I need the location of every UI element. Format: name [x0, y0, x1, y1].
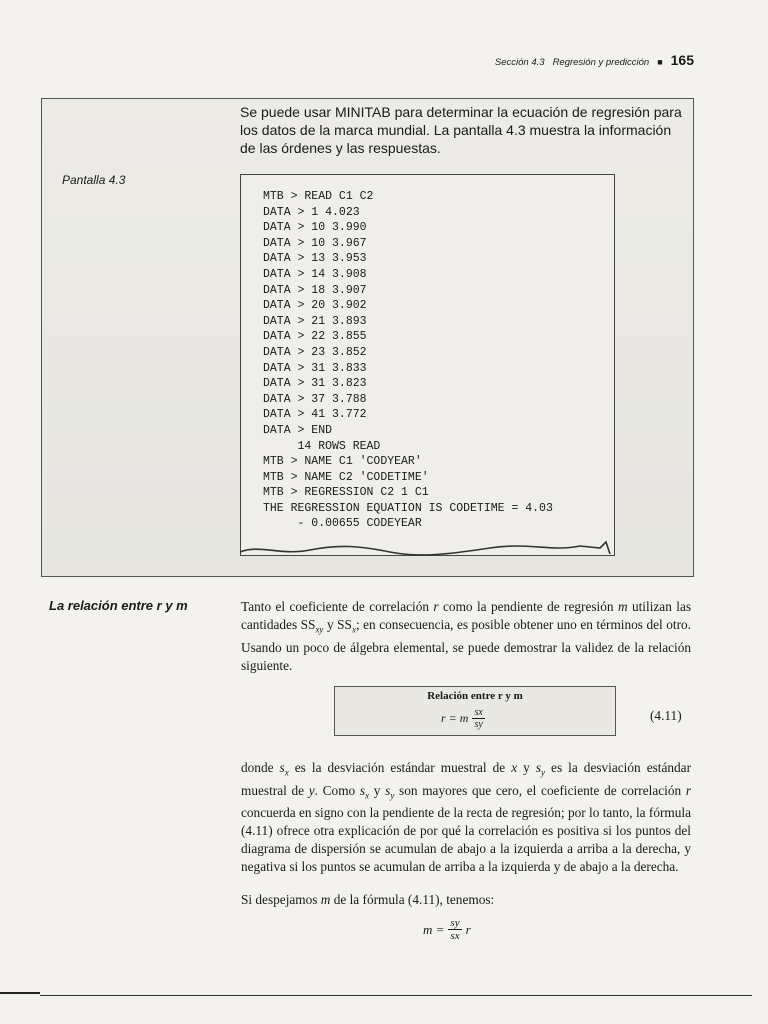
terminal-line: DATA > 1 4.023	[263, 205, 360, 219]
terminal-line: DATA > 31 3.823	[263, 377, 367, 391]
formula-title: Relación entre r y m	[427, 690, 523, 702]
torn-edge-decoration	[240, 534, 614, 558]
terminal-line: MTB > NAME C1 'CODYEAR'	[263, 455, 422, 469]
terminal-line: DATA > 41 3.772	[263, 408, 367, 422]
section-title: La relación entre r y m	[49, 598, 188, 613]
terminal-line: DATA > 18 3.907	[263, 283, 367, 297]
header-section: Sección 4.3	[494, 57, 545, 68]
paragraph-solve-m: Si despejamos m de la fórmula (4.11), tenemos:	[241, 892, 495, 907]
terminal-line: 14 ROWS READ	[297, 439, 381, 453]
terminal-line: - 0.00655 CODEYEAR	[297, 517, 422, 531]
terminal-line: DATA > 23 3.852	[263, 345, 367, 359]
running-header	[464, 52, 694, 68]
header-title: Regresión y predicción	[552, 57, 650, 68]
terminal-line: DATA > END	[263, 423, 333, 437]
formula-box	[334, 686, 616, 736]
equation-number: (4.11)	[650, 708, 682, 723]
header-separator: ■	[657, 57, 663, 67]
paragraph-explanation: donde $s_x$ es la desviación estándar muestral de x y $s_y$ es la desviación estándar muestral de y. Como $s_x$ y $s_y$ son mayores que cero, el coeficiente de correlación r concuerda en signo con la pendiente de la recta de regresión; por lo tanto, la fórmula (4.11) ofrece otra explicación de por qué la correlación es positiva si los puntos del diagrama de dispersión se acumulan de abajo a la izquierda a arriba a la derecha, y negativa si los puntos se acumulan de arriba a la izquierda y de abajo a la derecha.	[241, 760, 692, 875]
scan-artifact	[0, 992, 40, 994]
formula-solved-m: m = $\frac{sy}{sx}$ r	[423, 917, 471, 942]
paragraph-correlation-slope: Tanto el coeficiente de correlación r como la pendiente de regresión m utilizan las cantidades $SS_{xy}$ y $SS_x$; en consecuencia, es posible obtener uno en términos del otro. Usando un poco de álgebra elemental, se puede demostrar la validez de la relación siguiente.	[241, 599, 692, 673]
terminal-line: DATA > 31 3.833	[263, 361, 367, 375]
minitab-output	[240, 174, 615, 556]
terminal-line: DATA > 14 3.908	[263, 267, 367, 281]
terminal-line: DATA > 10 3.967	[263, 236, 367, 250]
terminal-line: DATA > 13 3.953	[263, 252, 367, 266]
terminal-line: MTB > REGRESSION C2 1 C1	[263, 486, 429, 500]
terminal-line: DATA > 20 3.902	[263, 299, 367, 313]
terminal-line: DATA > 22 3.855	[263, 330, 367, 344]
formula-equation: r = m $\frac{sx}{sy}$	[441, 707, 483, 730]
terminal-line: DATA > 10 3.990	[263, 221, 367, 235]
screen-label: Pantalla 4.3	[62, 173, 126, 187]
bottom-rule	[40, 995, 752, 996]
terminal-line: DATA > 21 3.893	[263, 314, 367, 328]
terminal-line: DATA > 37 3.788	[263, 392, 367, 406]
terminal-line: MTB > NAME C2 'CODETIME'	[263, 470, 429, 484]
terminal-line: MTB > READ C1 C2	[263, 190, 374, 203]
screen-intro-text: Se puede usar MINITAB para determinar la ecuación de regresión para los datos de la marca mundial. La pantalla 4.3 muestra la información de las órdenes y las respuestas.	[240, 104, 682, 156]
page-number: 165	[670, 52, 694, 68]
terminal-line: THE REGRESSION EQUATION IS CODETIME = 4.03	[263, 501, 553, 515]
terminal-lines	[263, 189, 553, 532]
